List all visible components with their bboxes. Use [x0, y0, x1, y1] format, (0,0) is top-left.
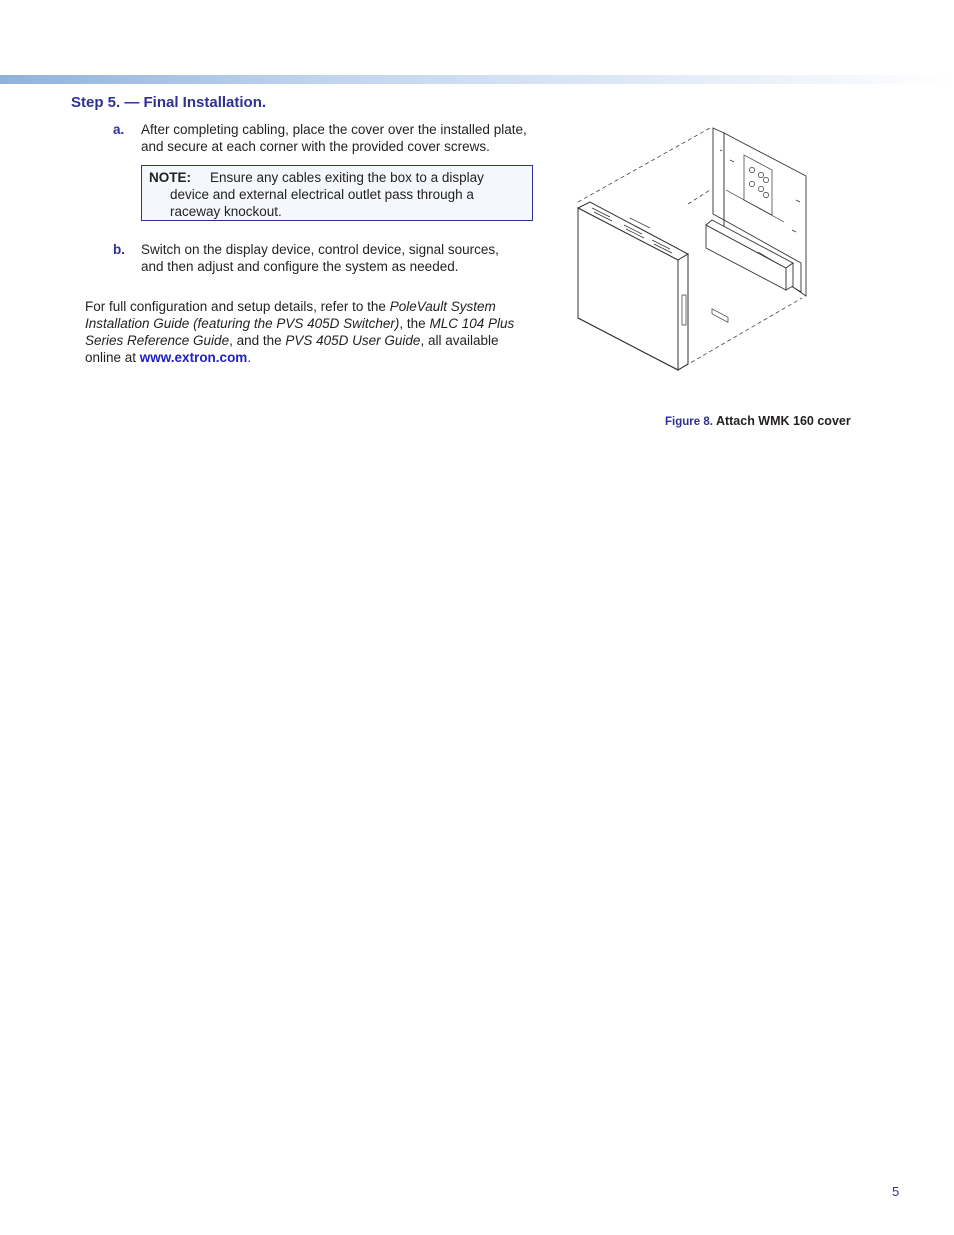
text-line: Switch on the display device, control device, signal sources,	[141, 242, 499, 257]
para-text: .	[247, 350, 252, 365]
note-line: device and external electrical outlet pass through a	[170, 187, 474, 202]
guide-title: PoleVault System Installation Guide (featuring the PVS 405D Switcher)	[85, 299, 496, 331]
guide-title: PVS 405D User Guide	[285, 333, 421, 348]
list-marker: a.	[113, 122, 125, 137]
list-marker: b.	[113, 242, 125, 257]
list-item-b	[113, 241, 553, 275]
header-band	[0, 75, 954, 84]
note-text: Ensure any cables exiting the box to a display	[210, 170, 484, 185]
page-number: 5	[892, 1184, 900, 1199]
para-text: For full configuration and setup details, refer to the	[85, 299, 390, 314]
note-line: raceway knockout.	[170, 204, 282, 219]
list-item-text	[141, 241, 553, 275]
note-line	[149, 169, 524, 186]
para-text: , and the	[229, 333, 286, 348]
reference-paragraph	[85, 298, 525, 366]
figure-number: Figure 8.	[665, 416, 713, 428]
note-label: NOTE:	[149, 170, 191, 185]
figure-caption-text: Attach WMK 160 cover	[712, 414, 851, 428]
figure-caption	[665, 414, 851, 428]
text-line: and then adjust and configure the system as needed.	[141, 259, 459, 274]
text-line: and secure at each corner with the provided cover screws.	[141, 139, 490, 154]
para-text: , the	[399, 316, 430, 331]
list-item-text	[141, 121, 553, 155]
step-title: Step 5. — Final Installation.	[71, 94, 267, 111]
text-line: After completing cabling, place the cover over the installed plate,	[141, 122, 527, 137]
extron-link[interactable]: www.extron.com	[139, 350, 248, 365]
wmk-160-cover-illustration	[560, 120, 830, 380]
para-text: , all available online at	[85, 333, 499, 365]
note-box	[141, 165, 533, 221]
guide-title: MLC 104 Plus Series Reference Guide	[85, 316, 515, 348]
list-item-a	[113, 121, 553, 155]
